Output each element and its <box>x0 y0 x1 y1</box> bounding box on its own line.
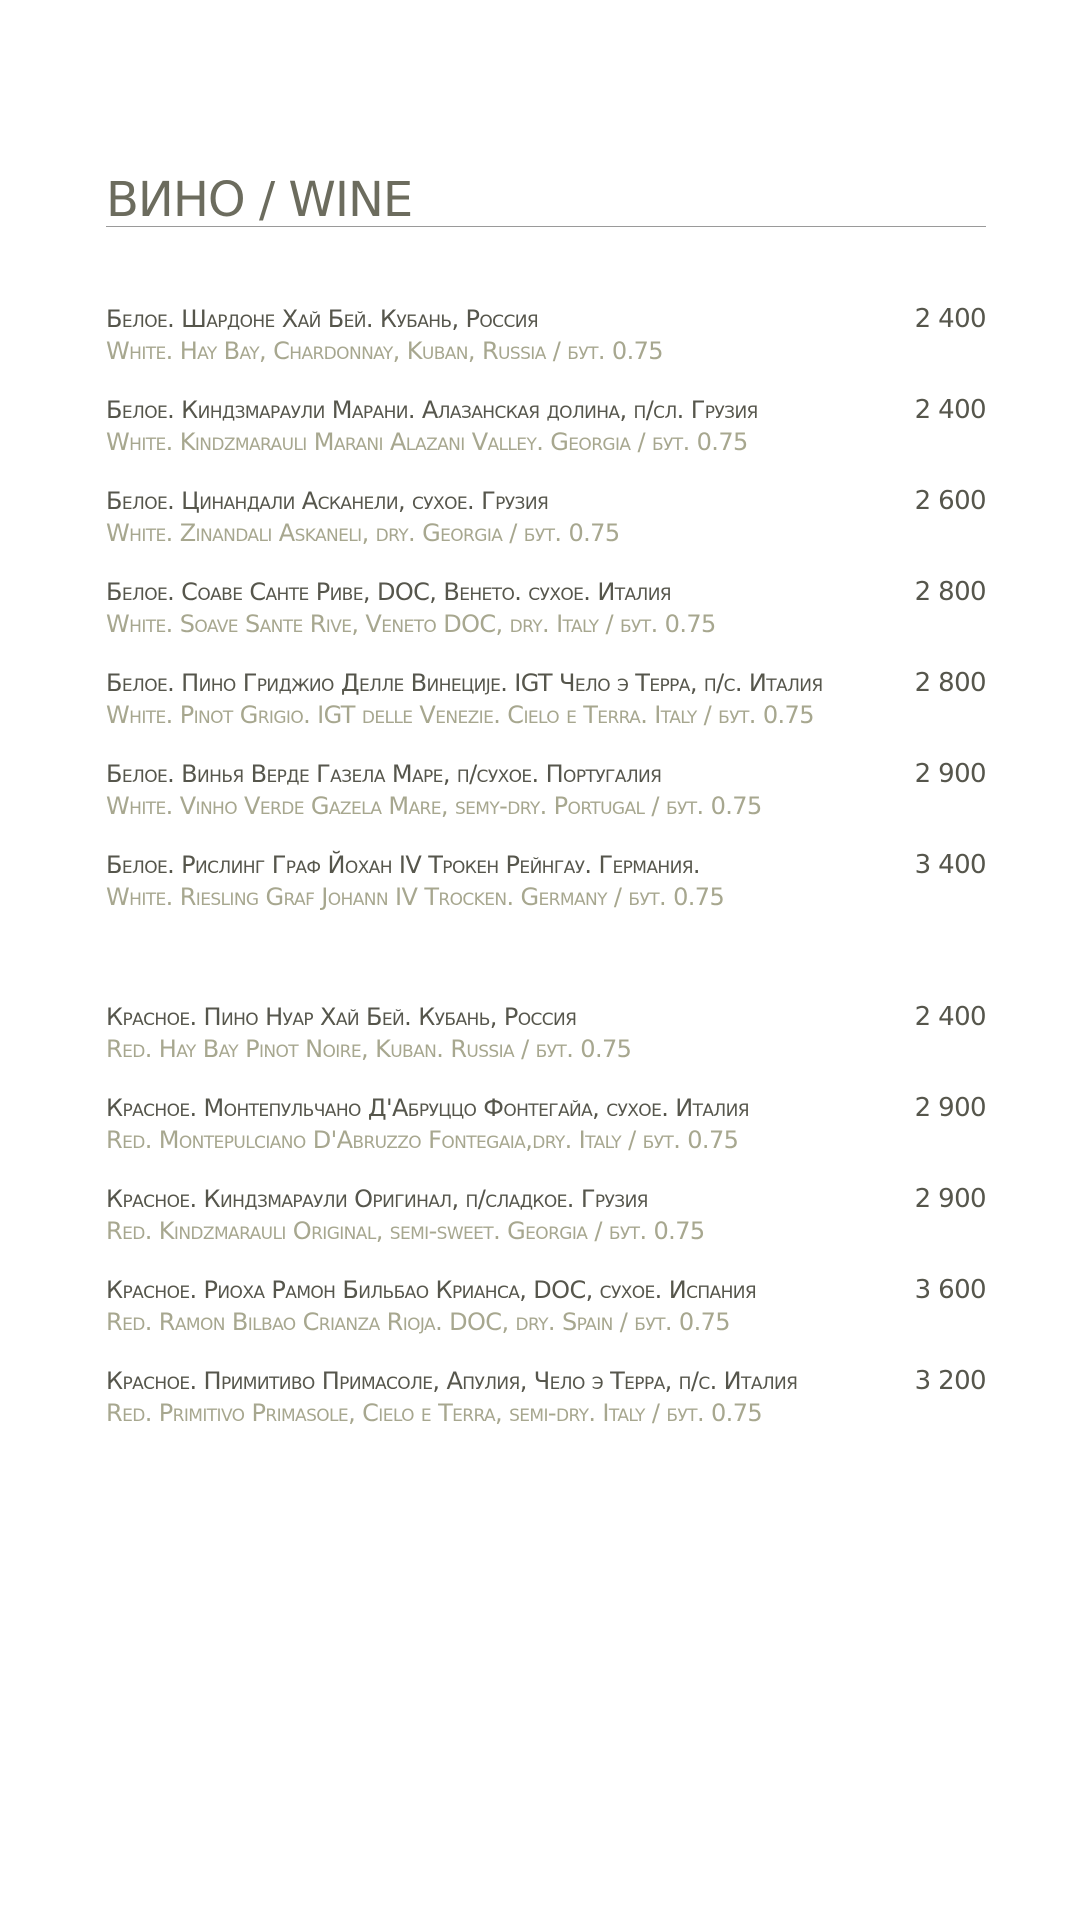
wine-name-ru: Белое. Пино Гриджио Делле Винеције. IGT Чело э Терра, п/с. Италия <box>106 669 823 697</box>
wine-name-en: White. Zinandali Askaneli, dry. Georgia / бут. 0.75 <box>106 519 620 547</box>
wine-name-ru: Белое. Рислинг Граф Йохан IV Трокен Рейнгау. Германия. <box>106 851 700 879</box>
wine-price: 2 400 <box>914 304 986 334</box>
wine-name-en: White. Hay Bay, Chardonnay, Kuban, Russia / бут. 0.75 <box>106 337 663 365</box>
wine-name-en: White. Riesling Graf Johann IV Trocken. Germany / бут. 0.75 <box>106 883 725 911</box>
wine-name-en: White. Vinho Verde Gazela Mare, semy-dry. Portugal / бут. 0.75 <box>106 792 762 820</box>
wine-price: 2 900 <box>914 1184 986 1214</box>
wine-name-ru: Белое. Киндзмараули Марани. Алазанская долина, п/сл. Грузия <box>106 396 758 424</box>
wine-name-en: White. Pinot Grigio. IGT delle Venezie. Cielo e Terra. Italy / бут. 0.75 <box>106 701 814 729</box>
wine-price: 3 200 <box>914 1366 986 1396</box>
wine-name-ru: Красное. Пино Нуар Хай Бей. Кубань, Россия <box>106 1003 577 1031</box>
wine-name-en: Red. Montepulciano D'Abruzzo Fontegaia,dry. Italy / бут. 0.75 <box>106 1126 739 1154</box>
wine-item-red-5 <box>106 1364 986 1455</box>
wine-item-red-1 <box>106 1000 986 1091</box>
wine-price: 2 400 <box>914 1002 986 1032</box>
white-wine-section <box>106 302 986 939</box>
wine-price: 2 800 <box>914 668 986 698</box>
wine-name-en: White. Soave Sante Rive, Veneto DOC, dry. Italy / бут. 0.75 <box>106 610 716 638</box>
wine-name-ru: Белое. Винья Верде Газела Маре, п/сухое. Португалия <box>106 760 662 788</box>
wine-name-en: Red. Primitivo Primasole, Cielo e Terra, semi-dry. Italy / бут. 0.75 <box>106 1399 763 1427</box>
wine-item-red-4 <box>106 1273 986 1364</box>
wine-name-ru: Белое. Соаве Санте Риве, DOC, Венето. сухое. Италия <box>106 578 672 606</box>
wine-price: 2 800 <box>914 577 986 607</box>
wine-item-white-6 <box>106 757 986 848</box>
wine-item-white-1 <box>106 302 986 393</box>
wine-name-ru: Белое. Цинандали Асканели, сухое. Грузия <box>106 487 549 515</box>
wine-name-ru: Красное. Киндзмараули Оригинал, п/сладкое. Грузия <box>106 1185 648 1213</box>
title-divider <box>106 226 986 227</box>
page-title: ВИНО / WINE <box>106 172 413 228</box>
wine-name-en: Red. Ramon Bilbao Crianza Rioja. DOC, dry. Spain / бут. 0.75 <box>106 1308 730 1336</box>
wine-item-red-3 <box>106 1182 986 1273</box>
wine-price: 3 400 <box>914 850 986 880</box>
wine-price: 2 400 <box>914 395 986 425</box>
wine-item-white-7 <box>106 848 986 939</box>
wine-name-en: Red. Kindzmarauli Original, semi-sweet. Georgia / бут. 0.75 <box>106 1217 705 1245</box>
wine-name-en: Red. Hay Bay Pinot Noire, Kuban. Russia / бут. 0.75 <box>106 1035 632 1063</box>
wine-item-red-2 <box>106 1091 986 1182</box>
wine-item-white-2 <box>106 393 986 484</box>
wine-item-white-3 <box>106 484 986 575</box>
wine-price: 2 600 <box>914 486 986 516</box>
wine-item-white-4 <box>106 575 986 666</box>
wine-name-ru: Красное. Примитиво Примасоле, Апулия, Чело э Терра, п/с. Италия <box>106 1367 798 1395</box>
red-wine-section <box>106 1000 986 1455</box>
wine-item-white-5 <box>106 666 986 757</box>
wine-price: 3 600 <box>914 1275 986 1305</box>
wine-price: 2 900 <box>914 1093 986 1123</box>
wine-name-ru: Красное. Риоха Рамон Бильбао Крианса, DOC, сухое. Испания <box>106 1276 757 1304</box>
wine-name-ru: Белое. Шардоне Хай Бей. Кубань, Россия <box>106 305 539 333</box>
wine-name-en: White. Kindzmarauli Marani Alazani Valley. Georgia / бут. 0.75 <box>106 428 748 456</box>
wine-price: 2 900 <box>914 759 986 789</box>
wine-name-ru: Красное. Монтепульчано Д'Абруццо Фонтегайа, сухое. Италия <box>106 1094 749 1122</box>
